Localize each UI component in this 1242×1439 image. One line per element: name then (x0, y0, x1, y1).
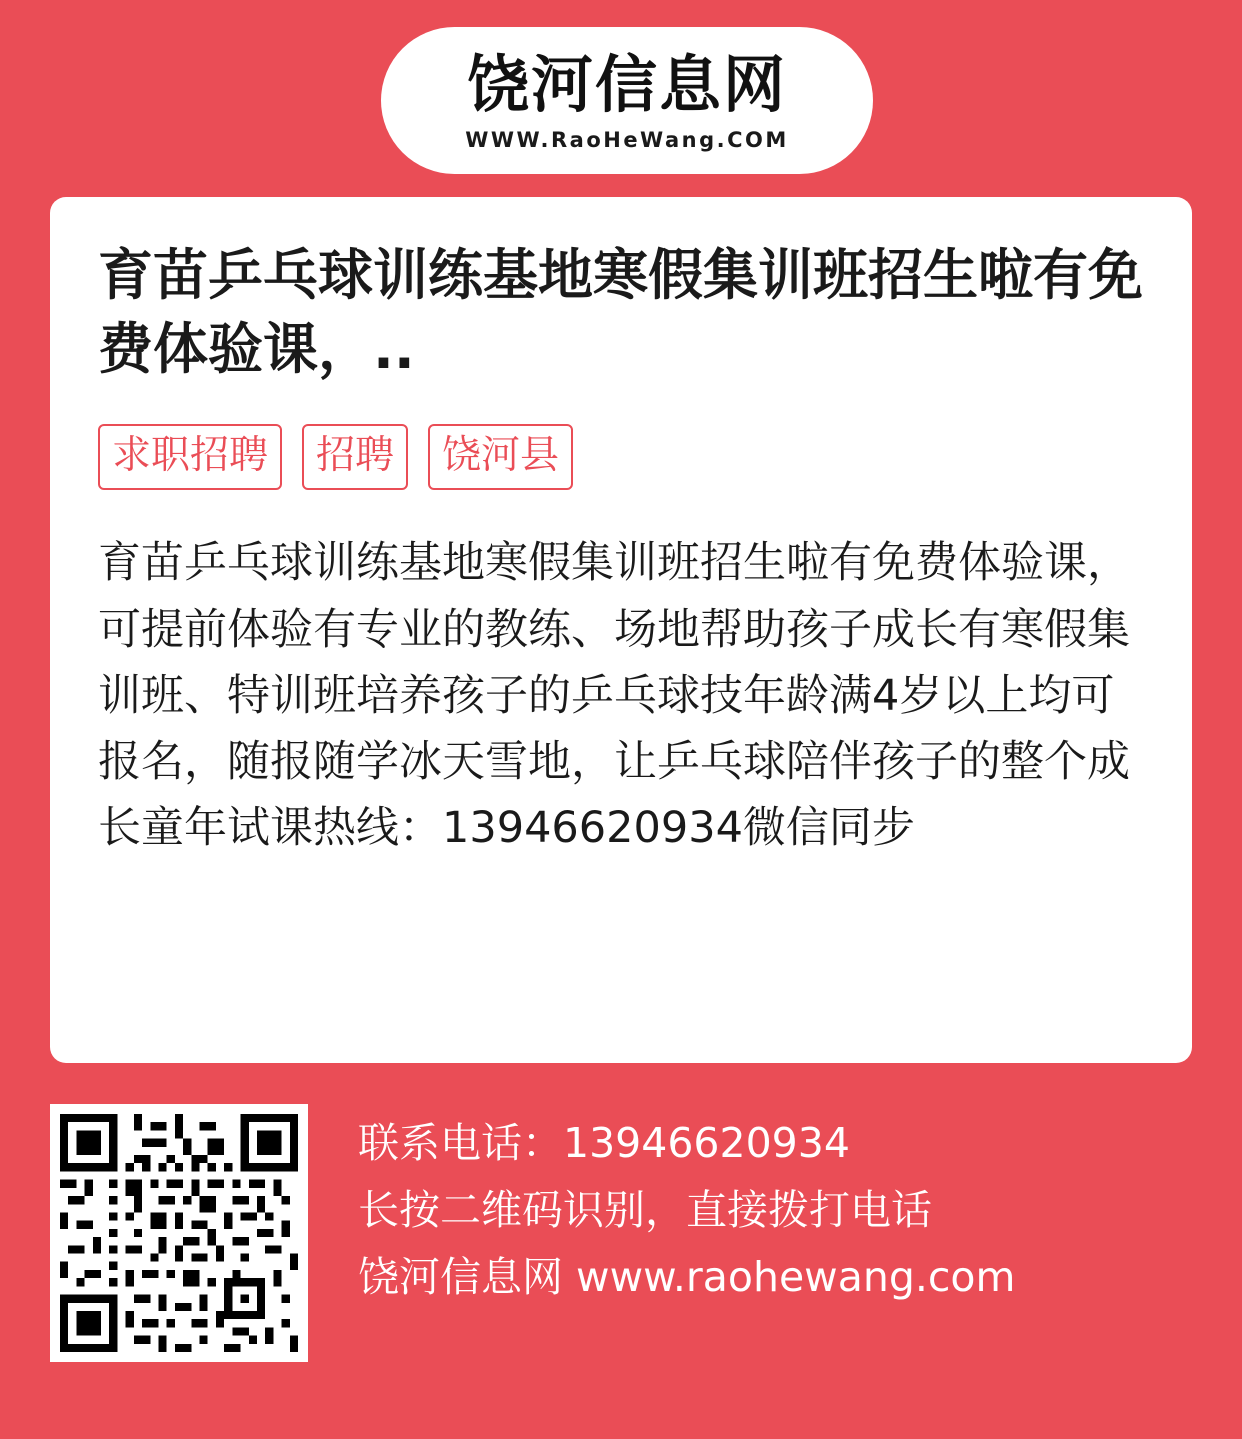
post-title: 育苗乒乓球训练基地寒假集训班招生啦有免费体验课，.. (98, 243, 1144, 381)
tag-item-2[interactable]: 饶河县 (428, 424, 573, 490)
contact-phone: 联系电话：13946620934 (358, 1119, 850, 1167)
logo-title: 饶河信息网 (466, 47, 787, 121)
post-body: 育苗乒乓球训练基地寒假集训班招生啦有免费体验课，可提前体验有专业的教练、场地帮助孩子成长有寒假集训班、特训班培养孩子的乒乓球技年龄满4岁以上均可报名，随报随学冰天雪地，让乒乓球陪伴孩子的整个成长童年试课热线：13946620934微信同步 (98, 538, 1130, 854)
tag-item-1[interactable]: 招聘 (302, 424, 408, 490)
footer (50, 1104, 1192, 1404)
site-url: 饶河信息网 www.raohewang.com (358, 1253, 1016, 1302)
tag-list (98, 424, 1144, 490)
site-logo (381, 27, 873, 174)
logo-url: WWW.RaoHeWang.COM (465, 127, 789, 152)
post-card (50, 197, 1192, 1063)
tag-item-0[interactable]: 求职招聘 (98, 424, 282, 490)
qr-hint: 长按二维码识别，直接拨打电话 (358, 1186, 932, 1235)
footer-text (358, 1120, 1015, 1301)
qr-code-icon[interactable] (50, 1104, 308, 1362)
